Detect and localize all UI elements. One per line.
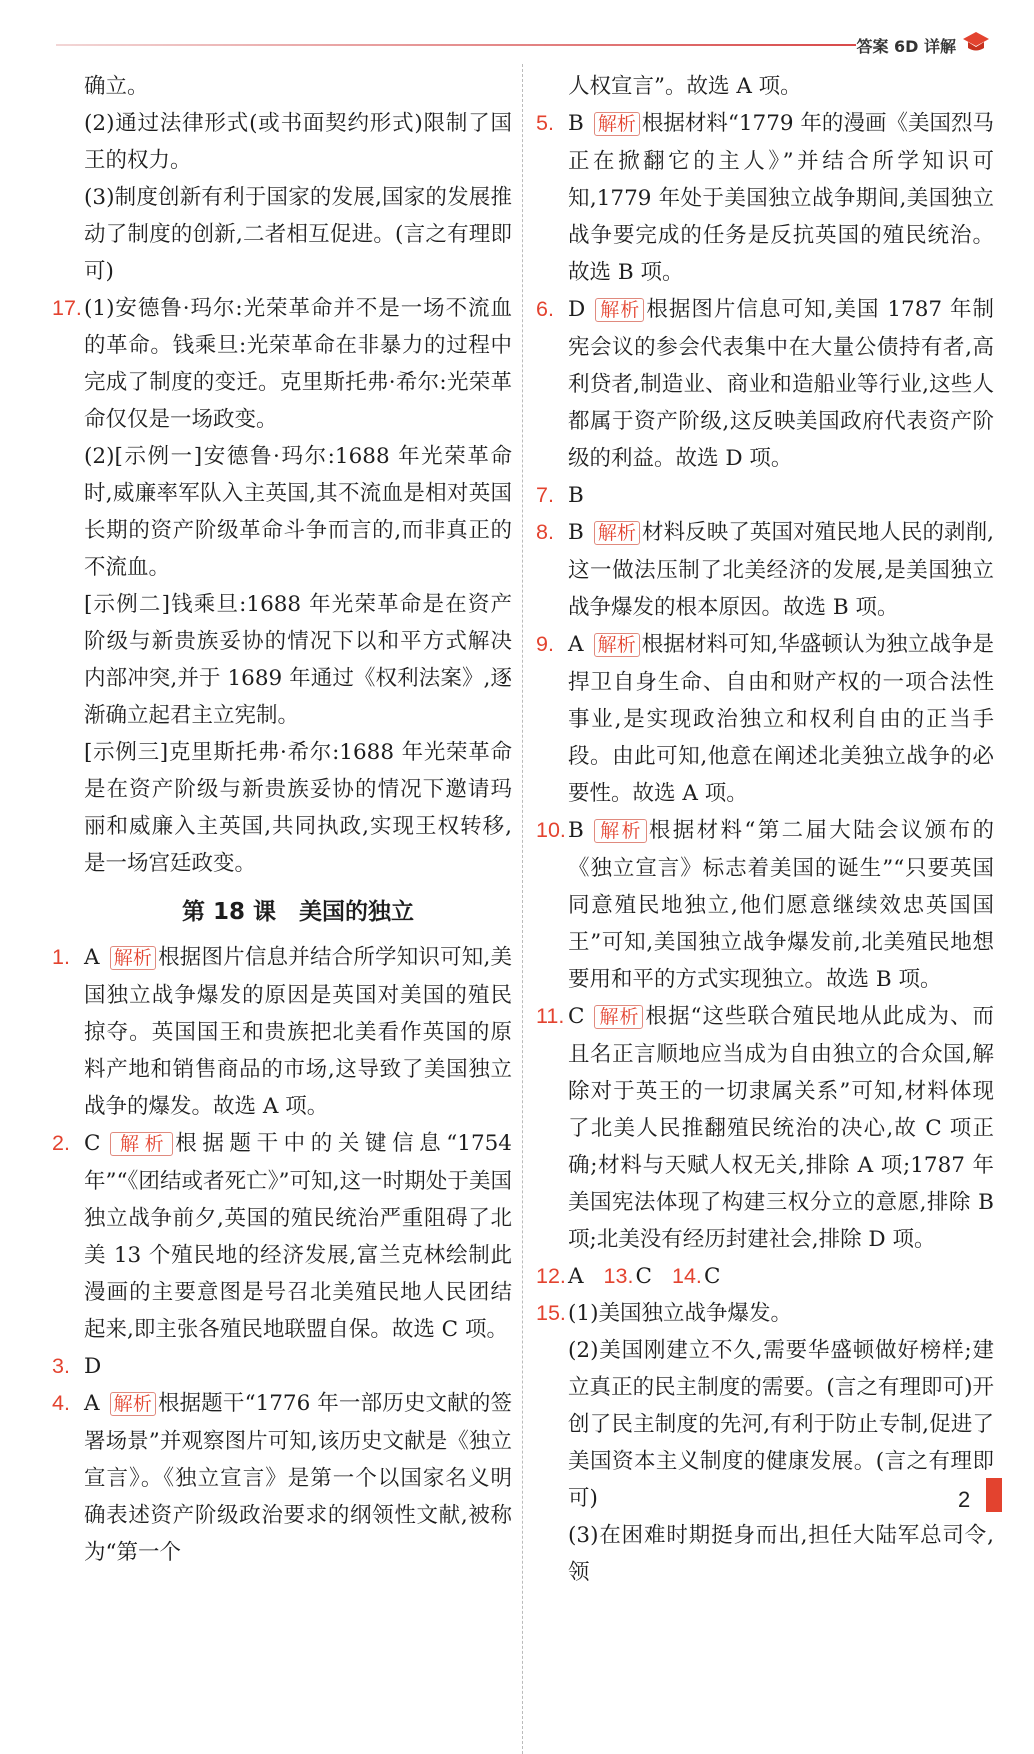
question-number: 2.	[52, 1131, 70, 1155]
answer-letter: C	[703, 1264, 721, 1289]
q17-part1-text: (1)安德鲁·玛尔:光荣革命并不是一场不流血的革命。钱乘旦:光荣革命在非暴力的过程中完成了制度的变迁。克里斯托弗·希尔:光荣革命仅仅是一场政变。	[84, 296, 512, 432]
answer-item-11	[536, 998, 994, 1258]
q17-part3: [示例二]钱乘旦:1688 年光荣革命是在资产阶级与新贵族妥协的情况下以和平方式解决内部冲突,并于 1689 年通过《权利法案》,逐渐确立起君主立宪制。	[84, 592, 512, 728]
analysis-text: 根据图片信息并结合所学知识可知,美国独立战争爆发的原因是英国对美国的殖民掠夺。英国国王和贵族把北美看作英国的原料产地和销售商品的市场,这导致了美国独立战争的爆发。故选 A 项。	[84, 945, 512, 1119]
answer-letter: C	[635, 1264, 652, 1289]
analysis-text: 根据图片信息可知,美国 1787 年制宪会议的参会代表集中在大量公债持有者,高利贷者,制造业、商业和造船业等行业,这些人都属于资产阶级,这反映美国政府代表资产阶级的利益。故选 D 项。	[568, 297, 994, 471]
answer-letter: D	[568, 297, 586, 322]
q17-part1	[52, 290, 512, 438]
analysis-text: 材料反映了英国对殖民地人民的剥削,这一做法压制了北美经济的发展,是美国独立战争爆发的根本原因。故选 B 项。	[568, 520, 994, 620]
analysis-tag: 解析	[594, 633, 640, 657]
lesson-title: 第 18 课 美国的独立	[181, 899, 415, 925]
answer-item-7	[536, 477, 994, 514]
question-number: 7.	[536, 483, 554, 507]
analysis-tag: 解析	[594, 819, 647, 843]
q15-part1	[536, 1295, 994, 1332]
analysis-tag: 解析	[110, 1132, 173, 1156]
analysis-text: 根据材料可知,华盛顿认为独立战争是捍卫自身生命、自由和财产权的一项合法性事业,是实现政治独立和权利自由的正当手段。由此可知,他意在阐述北美独立战争的必要性。故选 A 项。	[568, 632, 994, 806]
answer-items-12-14	[536, 1258, 994, 1295]
continuation-text: 确立。	[84, 74, 149, 99]
analysis-tag: 解析	[594, 1005, 643, 1029]
analysis-tag: 解析	[594, 112, 640, 136]
question-number: 4.	[52, 1391, 70, 1415]
question-number: 12.	[536, 1264, 566, 1288]
answer-item-6	[536, 291, 994, 477]
question-number: 6.	[536, 297, 554, 321]
analysis-tag: 解析	[110, 1392, 156, 1416]
q17-part2: (2)[示例一]安德鲁·玛尔:1688 年光荣革命时,威廉率军队入主英国,其不流血是相对英国长期的资产阶级革命斗争而言的,而非真正的不流血。	[84, 444, 512, 580]
answer-item-5	[536, 105, 994, 291]
page-tab-marker	[986, 1478, 1002, 1512]
answer-item-10	[536, 812, 994, 998]
analysis-text: 根据题干“1776 年一部历史文献的签署场景”并观察图片可知,该历史文献是《独立宣言》。《独立宣言》是第一个以国家名义明确表述资产阶级政治要求的纲领性文献,被称为“第一个	[84, 1391, 512, 1565]
q17-part4: [示例三]克里斯托弗·希尔:1688 年光荣革命是在资产阶级与新贵族妥协的情况下邀请玛丽和威廉入主英国,共同执政,实现王权转移,是一场宫廷政变。	[84, 740, 512, 876]
q15-part3: (3)在困难时期挺身而出,担任大陆军总司令,领	[568, 1523, 994, 1585]
question-number: 1.	[52, 945, 70, 969]
question-number: 15.	[536, 1301, 566, 1325]
answer-item-8	[536, 514, 994, 626]
analysis-tag: 解析	[110, 946, 157, 970]
question-number: 11.	[536, 1004, 565, 1028]
question-number: 9.	[536, 632, 554, 656]
answer-letter: A	[568, 1264, 584, 1289]
question-number: 8.	[536, 520, 554, 544]
analysis-tag: 解析	[594, 521, 640, 545]
answer-letter: A	[568, 632, 584, 657]
answer-letter: C	[568, 1004, 585, 1029]
q15-part1-text: (1)美国独立战争爆发。	[568, 1301, 792, 1326]
column-divider	[522, 64, 523, 1754]
answer-item-3	[52, 1348, 512, 1385]
q16-part2: (2)通过法律形式(或书面契约形式)限制了国王的权力。	[84, 111, 512, 173]
analysis-tag: 解析	[595, 298, 644, 322]
question-number: 14.	[671, 1264, 702, 1288]
question-number: 5.	[536, 111, 554, 135]
answer-item-4	[52, 1385, 512, 1571]
answer-letter: B	[568, 818, 584, 843]
answer-letter: B	[568, 111, 584, 136]
page-number: 2	[958, 1487, 971, 1512]
question-number: 17.	[52, 296, 82, 320]
answer-item-1	[52, 939, 512, 1125]
right-column	[536, 68, 994, 1591]
answer-letter: B	[568, 483, 584, 508]
answer-letter: A	[84, 945, 100, 970]
header-brand: 答案 6D 详解	[856, 37, 956, 56]
q15-part2: (2)美国刚建立不久,需要华盛顿做好榜样;建立真正的民主制度的需要。(言之有理即可)开创了民主制度的先河,有利于防止专制,促进了美国资本主义制度的健康发展。(言之有理即可)	[568, 1338, 994, 1511]
continuation-text: 人权宣言”。故选 A 项。	[568, 74, 802, 99]
answer-letter: B	[568, 520, 584, 545]
analysis-text: 根据材料“第二届大陆会议颁布的《独立宣言》标志着美国的诞生”“只要英国同意殖民地独立,他们愿意继续效忠英国国王”可知,美国独立战争爆发前,北美殖民地想要用和平的方式实现独立。故选 B 项。	[568, 818, 994, 992]
answer-item-9	[536, 626, 994, 812]
graduation-cap-icon	[962, 30, 990, 54]
header-rule	[56, 44, 856, 46]
answer-letter: C	[84, 1131, 101, 1156]
answer-letter: A	[84, 1391, 100, 1416]
question-number: 13.	[603, 1264, 634, 1288]
question-number: 10.	[536, 818, 566, 842]
answer-letter: D	[84, 1354, 102, 1379]
analysis-text: 根据材料“1779 年的漫画《美国烈马正在掀翻它的主人》”并结合所学知识可知,1779 年处于美国独立战争期间,美国独立战争要完成的任务是反抗英国的殖民统治。故选 B 项。	[568, 111, 994, 285]
answer-item-2	[52, 1125, 512, 1348]
question-number: 3.	[52, 1354, 70, 1378]
analysis-text: 根据“这些联合殖民地从此成为、而且名正言顺地应当成为自由独立的合众国,解除对于英王的一切隶属关系”可知,材料体现了北美人民推翻殖民统治的决心,故 C 项正确;材料与天赋人权无关,排除 A 项;1787 年美国宪法体现了构建三权分立的意愿,排除 B 项;北美没有经历封建社会,排除 D 项。	[568, 1004, 994, 1252]
left-column	[52, 68, 512, 1571]
analysis-text: 根据题干中的关键信息“1754 年”“《团结或者死亡》”可知,这一时期处于美国独立战争前夕,英国的殖民统治严重阻碍了北美 13 个殖民地的经济发展,富兰克林绘制此漫画的主要意图是号召北美殖民地人民团结起来,即主张各殖民地联盟自保。故选 C 项。	[84, 1131, 512, 1342]
q16-part3: (3)制度创新有利于国家的发展,国家的发展推动了制度的创新,二者相互促进。(言之有理即可)	[84, 185, 512, 284]
